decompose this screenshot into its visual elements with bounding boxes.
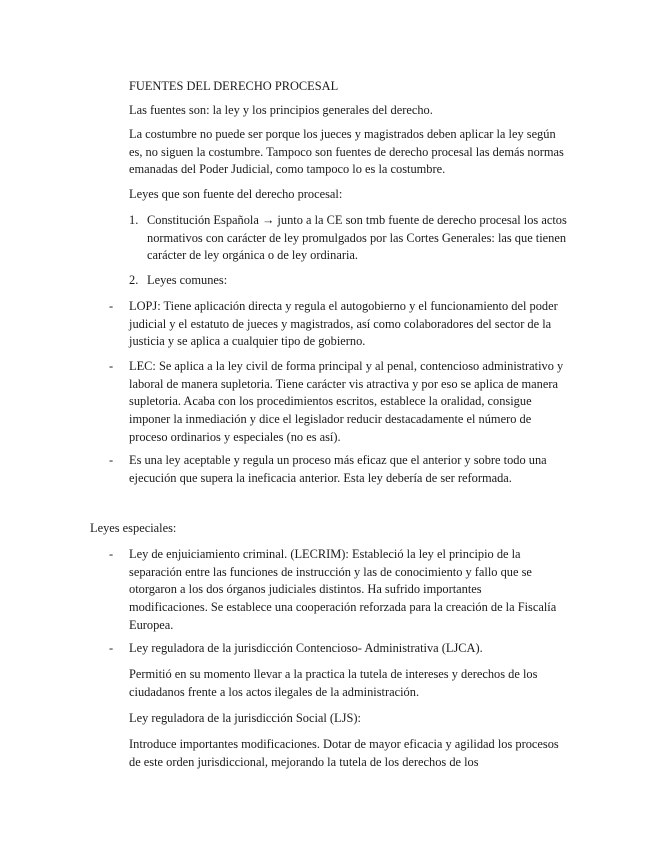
list-item-text: Es una ley aceptable y regula un proceso más eficaz que el anterior y sobre todo una ejecución que supera la ineficacia anterior. Esta ley debería de ser reformada.: [129, 453, 547, 485]
list-item-text: Ley reguladora de la jurisdicción Contencioso- Administrativa (LJCA).: [129, 641, 483, 655]
list-item-text: Constitución Española → junto a la CE son tmb fuente de derecho procesal los actos normativos con carácter de ley promulgados por las Cortes Generales: las que tienen carácter de ley orgánica o de ley ordinaria.: [147, 213, 567, 263]
paragraph-ljs: Ley reguladora de la jurisdicción Social (LJS):: [129, 711, 361, 725]
paragraph-ljca: Permitió en su momento llevar a la practica la tutela de intereses y derechos de los ciudadanos frente a los actos ilegales de la administración.: [129, 667, 538, 699]
list-item-text: Ley de enjuiciamiento criminal. (LECRIM): Estableció la ley el principio de la separación entre las funciones de instrucción y las de conocimiento y fallo que se otorgaron a los dos órganos judiciales distintos. Ha sufrido importantes modificaciones. Se establece una cooperación reforzada para la creación de la Fiscalía Europea.: [129, 547, 557, 632]
page-title: FUENTES DEL DERECHO PROCESAL: [129, 79, 339, 93]
list-item-text: Leyes comunes:: [147, 273, 228, 287]
special-laws-heading: Leyes especiales:: [90, 521, 177, 535]
list-marker: -: [109, 453, 114, 467]
list-marker: -: [109, 547, 114, 561]
list-marker: -: [109, 299, 114, 313]
list-item-text: LOPJ: Tiene aplicación directa y regula el autogobierno y el funcionamiento del poder judicial y el estatuto de jueces y magistrados, así como colaboradores del sector de la justicia y se aplica a cualquier tipo de gobierno.: [129, 299, 558, 349]
paragraph-sources: Las fuentes son: la ley y los principios generales del derecho.: [129, 103, 433, 117]
list-marker: -: [109, 641, 114, 655]
paragraph-laws-intro: Leyes que son fuente del derecho procesal:: [129, 187, 343, 201]
list-marker: 2.: [129, 273, 139, 287]
paragraph-custom: La costumbre no puede ser porque los jueces y magistrados deben aplicar la ley según es, no siguen la costumbre. Tampoco son fuentes de derecho procesal las demás normas emanadas del Poder Judicial, como tampoco lo es la costumbre.: [129, 127, 564, 177]
list-marker: -: [109, 359, 114, 373]
list-marker: 1.: [129, 213, 139, 227]
paragraph-ljs-description: Introduce importantes modificaciones. Dotar de mayor eficacia y agilidad los procesos de este orden jurisdiccional, mejorando la tutela de los derechos de los: [129, 737, 559, 769]
list-item-text: LEC: Se aplica a la ley civil de forma principal y al penal, contencioso administrativo y laboral de manera supletoria. Tiene carácter vis atractiva y por eso se aplica de manera supletoria. Acaba con los procedimientos escritos, establece la oralidad, consigue imponer la inmediación y dice el legislador reducir destacadamente el número de proceso ordinarios y especiales (no es así).: [129, 359, 564, 444]
